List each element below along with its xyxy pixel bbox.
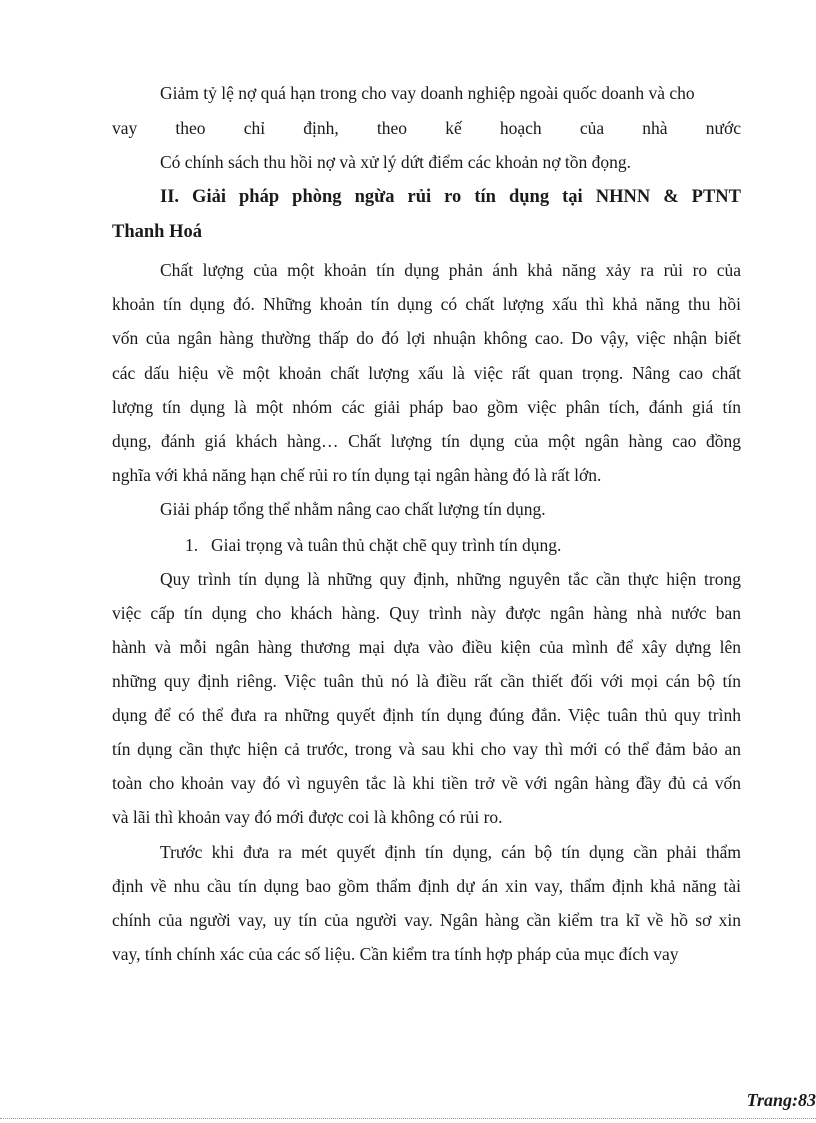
paragraph-line: lượng tín dụng là một nhóm các giải pháp bao gồm việc phân tích, đánh giá tín [112, 397, 741, 417]
paragraph-line: vay, tính chính xác của các số liệu. Cần kiểm tra tính hợp pháp của mục đích vay [112, 944, 679, 964]
section-heading: II. Giải pháp phòng ngừa rủi ro tín dụng tại NHNN & PTNT [160, 187, 741, 207]
paragraph-line: Có chính sách thu hồi nợ và xử lý dứt điểm các khoản nợ tồn đọng. [160, 152, 632, 172]
paragraph-line: hành và mỗi ngân hàng thương mại dựa vào điều kiện của mình để xây dựng lên [112, 637, 741, 657]
paragraph-line: dụng, đánh giá khách hàng… Chất lượng tín dụng của một ngân hàng cao đồng [112, 431, 741, 451]
page-number: Trang:83 [746, 1090, 816, 1110]
paragraph-line: vốn của ngân hàng thường thấp do đó lợi nhuận không cao. Do vậy, việc nhận biết [112, 328, 741, 348]
paragraph-line: Giải pháp tổng thể nhằm nâng cao chất lượng tín dụng. [160, 499, 546, 519]
paragraph-line: toàn cho khoản vay đó vì nguyên tắc là khi tiền trở về với ngân hàng đầy đủ cả vốn [112, 773, 741, 793]
list-item [185, 534, 561, 556]
footer-divider [0, 1118, 816, 1119]
paragraph-line: việc cấp tín dụng cho khách hàng. Quy trình này được ngân hàng nhà nước ban [112, 603, 741, 623]
paragraph-line: tín dụng cần thực hiện cả trước, trong và sau khi cho vay thì mới có thể đảm bảo an [112, 739, 741, 759]
list-number: 1. [185, 535, 199, 555]
paragraph-line: định về nhu cầu tín dụng bao gồm thẩm định dự án xin vay, thẩm định khả năng tài [112, 876, 741, 896]
paragraph-line: dụng để có thể đưa ra những quyết định tín dụng đúng đắn. Việc tuân thủ quy trình [112, 705, 741, 725]
paragraph-line: các dấu hiệu về một khoản chất lượng xấu là việc rất quan trọng. Nâng cao chất [112, 363, 741, 383]
paragraph-line: vay theo chỉ định, theo kế hoạch của nhà nước [112, 118, 741, 138]
section-heading-continued: Thanh Hoá [112, 222, 202, 242]
paragraph-line: khoản tín dụng đó. Những khoản tín dụng có chất lượng xấu thì khả năng thu hồi [112, 294, 741, 314]
list-item-text: Giai trọng và tuân thủ chặt chẽ quy trình tín dụng. [211, 535, 562, 555]
paragraph-line: Chất lượng của một khoản tín dụng phản ánh khả năng xảy ra rủi ro của [160, 260, 741, 280]
paragraph-line: Giảm tỷ lệ nợ quá hạn trong cho vay doanh nghiệp ngoài quốc doanh và cho [160, 83, 695, 103]
paragraph-line: chính của người vay, uy tín của người vay. Ngân hàng cần kiểm tra kĩ về hồ sơ xin [112, 910, 741, 930]
paragraph-line: Trước khi đưa ra mét quyết định tín dụng, cán bộ tín dụng cần phải thẩm [160, 842, 741, 862]
paragraph-line: những quy định riêng. Việc tuân thủ nó là điều rất cần thiết đối với mọi cán bộ tín [112, 671, 741, 691]
paragraph-line: Quy trình tín dụng là những quy định, những nguyên tắc cần thực hiện trong [160, 569, 741, 589]
paragraph-line: và lãi thì khoản vay đó mới được coi là không có rủi ro. [112, 807, 503, 827]
paragraph-line: nghĩa với khả năng hạn chế rủi ro tín dụng tại ngân hàng đó là rất lớn. [112, 465, 602, 485]
